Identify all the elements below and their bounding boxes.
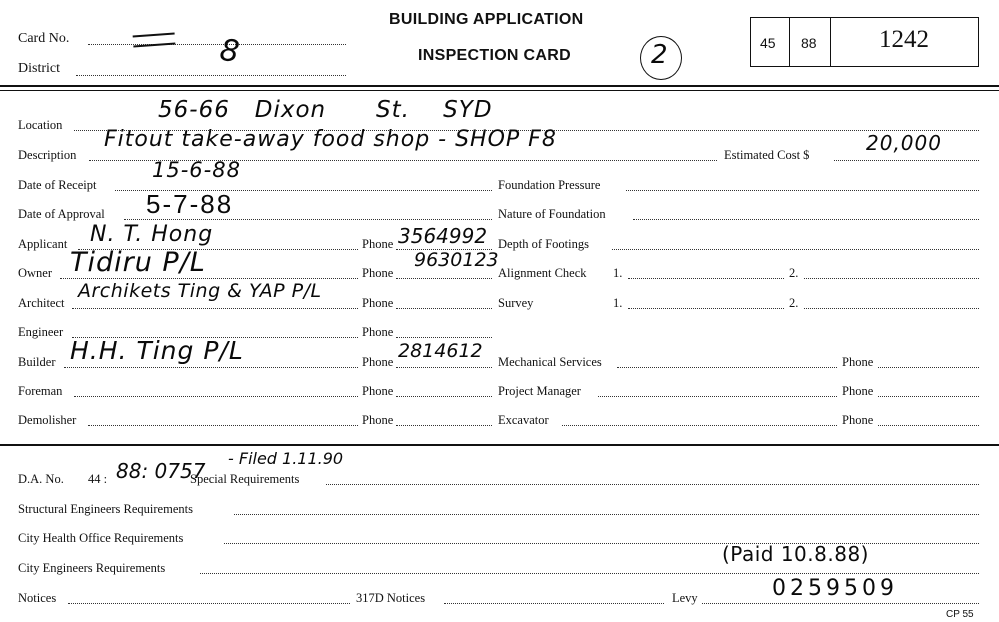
owner-phone-value: 9630123 — [414, 249, 499, 271]
card-no-line — [88, 44, 346, 45]
reference-code-2: 88 — [801, 35, 817, 51]
engineer-phone-label: Phone — [362, 325, 394, 339]
city-engineers-line — [200, 573, 979, 574]
date-of-approval-label: Date of Approval — [18, 207, 105, 221]
date-of-receipt-label: Date of Receipt — [18, 178, 97, 192]
nature-of-foundation-label: Nature of Foundation — [498, 207, 606, 221]
foreman-phone-line — [396, 396, 492, 397]
section-divider — [0, 444, 999, 446]
architect-line — [72, 308, 358, 309]
reference-code-1: 45 — [760, 35, 776, 51]
levy-value: 0259509 — [772, 576, 898, 601]
location-label: Location — [18, 118, 63, 132]
builder-line — [64, 367, 358, 368]
project-manager-phone-label: Phone — [842, 384, 874, 398]
survey-2: 2. — [789, 296, 799, 310]
alignment-check-2-line — [804, 278, 979, 279]
date-of-approval-value: 5-7-88 — [146, 189, 234, 219]
owner-phone-line — [396, 278, 492, 279]
317d-notices-line — [444, 603, 664, 604]
notices-label: Notices — [18, 591, 57, 605]
levy-line — [702, 603, 979, 604]
mechanical-services-phone-line — [878, 367, 979, 368]
owner-value: Tidiru P/L — [70, 247, 206, 278]
owner-label: Owner — [18, 266, 53, 280]
date-of-receipt-value: 15-6-88 — [152, 158, 241, 182]
reference-box — [750, 17, 979, 67]
card-no-strikeout — [133, 33, 176, 48]
location-value: 56-66 Dixon St. SYD — [158, 97, 493, 123]
owner-phone-label: Phone — [362, 266, 394, 280]
da-no-note: - Filed 1.11.90 — [228, 449, 344, 468]
city-health-label: City Health Office Requirements — [18, 531, 184, 545]
applicant-phone-label: Phone — [362, 237, 394, 251]
district-line — [76, 75, 346, 76]
excavator-phone-line — [878, 425, 979, 426]
alignment-check-1-line — [628, 278, 784, 279]
project-manager-label: Project Manager — [498, 384, 581, 398]
alignment-check-1: 1. — [613, 266, 623, 280]
foundation-pressure-line — [626, 190, 979, 191]
demolisher-phone-label: Phone — [362, 413, 394, 427]
circled-number: 2 — [651, 40, 669, 70]
builder-phone-value: 2814612 — [398, 340, 483, 362]
district-label: District — [18, 61, 60, 76]
da-no-label: D.A. No. — [18, 472, 64, 486]
nature-of-foundation-line — [633, 219, 979, 220]
structural-engineers-line — [234, 514, 979, 515]
engineer-phone-line — [396, 337, 492, 338]
survey-1-line — [628, 308, 784, 309]
description-value: Fitout take-away food shop - SHOP F8 — [104, 127, 557, 152]
mechanical-services-phone-label: Phone — [842, 355, 874, 369]
project-manager-line — [598, 396, 837, 397]
excavator-line — [562, 425, 837, 426]
estimated-cost-label: Estimated Cost $ — [724, 148, 810, 162]
excavator-phone-label: Phone — [842, 413, 874, 427]
demolisher-line — [88, 425, 358, 426]
card-no-label: Card No. — [18, 31, 70, 46]
demolisher-phone-line — [396, 425, 492, 426]
builder-phone-label: Phone — [362, 355, 394, 369]
applicant-label: Applicant — [18, 237, 68, 251]
title-line-2: INSPECTION CARD — [418, 47, 571, 64]
title-line-1: BUILDING APPLICATION — [389, 11, 584, 28]
foundation-pressure-label: Foundation Pressure — [498, 178, 601, 192]
da-no-value: 88: 0757 — [116, 459, 206, 483]
project-manager-phone-line — [878, 396, 979, 397]
structural-engineers-label: Structural Engineers Requirements — [18, 502, 193, 516]
district-value: 8 — [217, 32, 243, 71]
form-code: CP 55 — [946, 609, 974, 620]
depth-of-footings-label: Depth of Footings — [498, 237, 589, 251]
survey-label: Survey — [498, 296, 534, 310]
foreman-phone-label: Phone — [362, 384, 394, 398]
mechanical-services-label: Mechanical Services — [498, 355, 602, 369]
foreman-line — [74, 396, 358, 397]
applicant-value: N. T. Hong — [90, 222, 214, 247]
architect-label: Architect — [18, 296, 65, 310]
header-divider — [0, 85, 999, 87]
survey-1: 1. — [613, 296, 623, 310]
depth-of-footings-line — [612, 249, 979, 250]
reference-divider-2 — [830, 18, 831, 66]
da-no-prefix: 44 : — [88, 472, 108, 486]
foreman-label: Foreman — [18, 384, 63, 398]
estimated-cost-value: 20,000 — [866, 131, 942, 155]
architect-phone-label: Phone — [362, 296, 394, 310]
description-label: Description — [18, 148, 77, 162]
reference-divider-1 — [789, 18, 790, 66]
reference-number: 1242 — [879, 26, 929, 53]
builder-value: H.H. Ting P/L — [70, 336, 244, 365]
alignment-check-label: Alignment Check — [498, 266, 587, 280]
survey-2-line — [804, 308, 979, 309]
notices-line — [68, 603, 350, 604]
317d-notices-label: 317D Notices — [356, 591, 426, 605]
applicant-phone-value: 3564992 — [398, 224, 488, 248]
paid-note: (Paid 10.8.88) — [722, 542, 869, 566]
mechanical-services-line — [617, 367, 837, 368]
owner-line — [60, 278, 358, 279]
builder-label: Builder — [18, 355, 56, 369]
alignment-check-2: 2. — [789, 266, 799, 280]
levy-label: Levy — [672, 591, 698, 605]
special-requirements-line — [326, 484, 979, 485]
header-divider-2 — [0, 90, 999, 91]
city-engineers-label: City Engineers Requirements — [18, 561, 166, 575]
engineer-label: Engineer — [18, 325, 64, 339]
builder-phone-line — [396, 367, 492, 368]
demolisher-label: Demolisher — [18, 413, 77, 427]
special-requirements-label: Special Requirements — [190, 472, 300, 486]
excavator-label: Excavator — [498, 413, 549, 427]
architect-value: Archikets Ting & YAP P/L — [78, 280, 322, 302]
estimated-cost-line — [834, 160, 979, 161]
architect-phone-line — [396, 308, 492, 309]
